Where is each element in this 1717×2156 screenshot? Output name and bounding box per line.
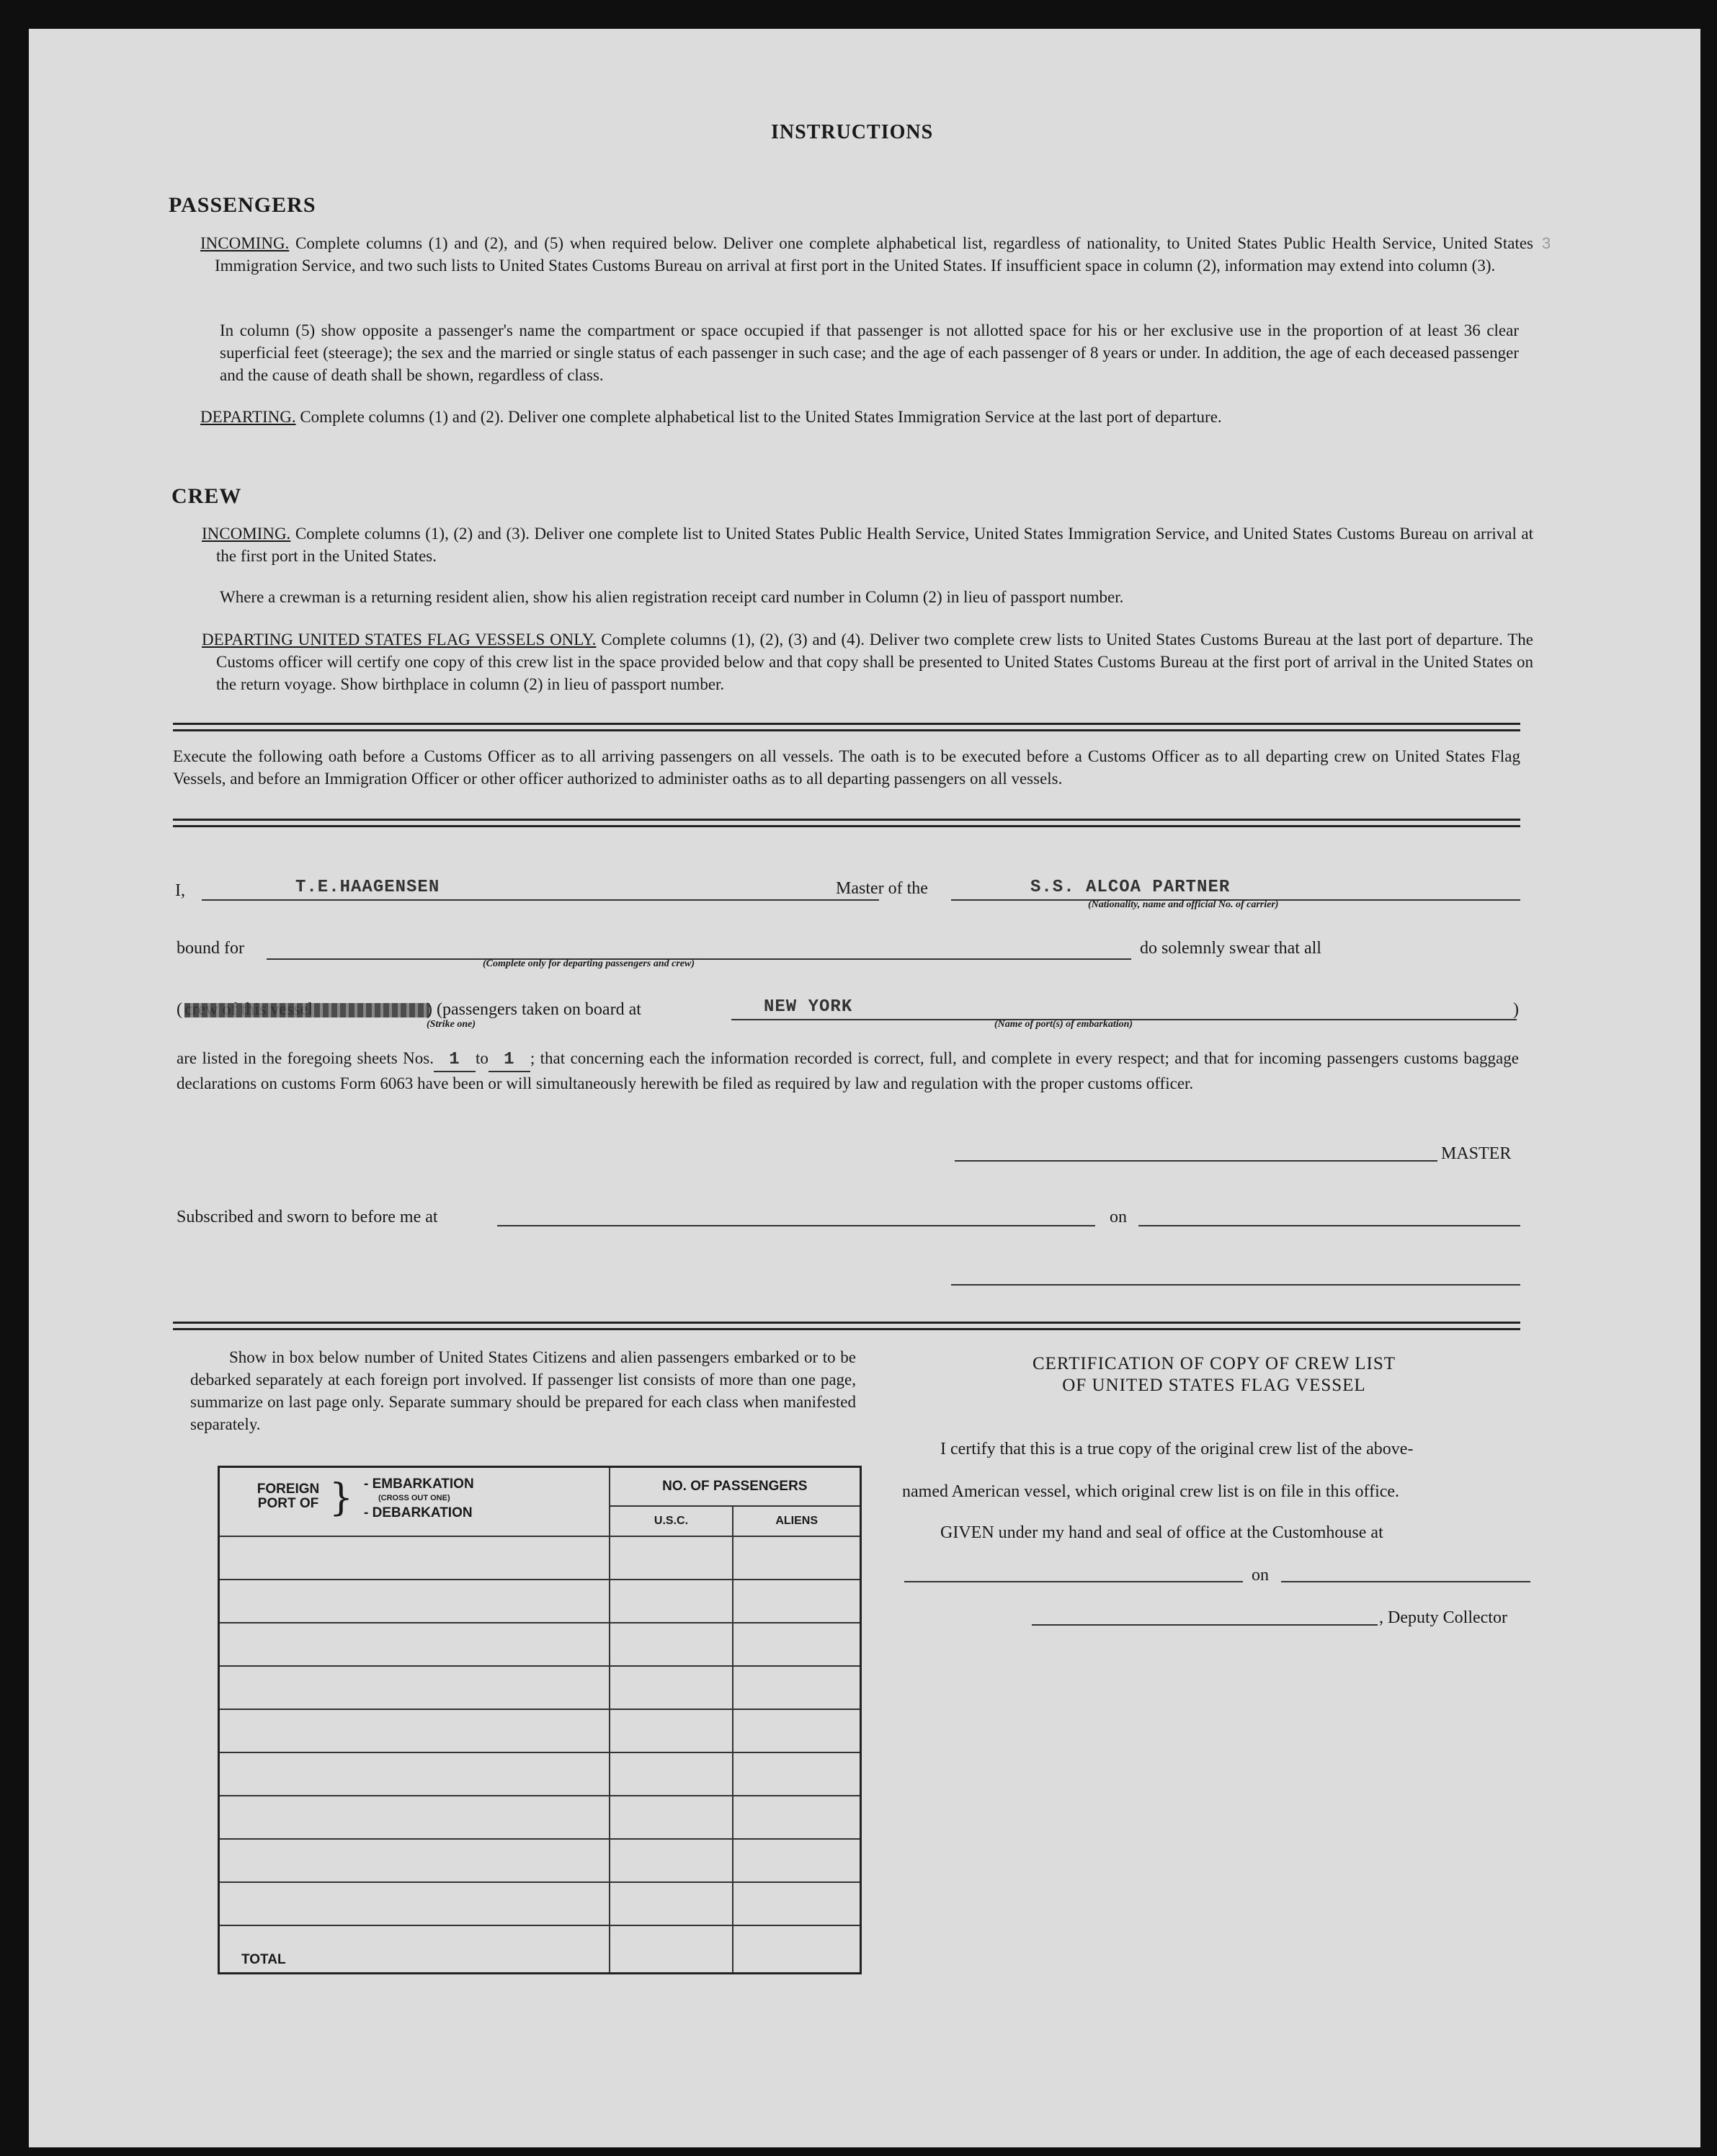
subscribed-on: on xyxy=(1110,1208,1127,1226)
usc-cell[interactable] xyxy=(610,1709,733,1752)
port-cell[interactable] xyxy=(219,1536,610,1580)
passengers-incoming-text: Complete columns (1) and (2), and (5) when required below. Deliver one complete alphabetical list, regardless of nationality, to United States Public Health Service, United States Immigration Service, and two such lists to United States Customs Bureau on arrival at first port in the United States. If insufficient space in column (2), information may extend into column (3). xyxy=(215,234,1533,275)
sheet-from[interactable]: 1 xyxy=(434,1048,476,1072)
crew-struck-text xyxy=(184,1000,313,1020)
passengers-incoming xyxy=(200,232,1533,277)
vessel-caption: (Nationality, name and official No. of carrier) xyxy=(1088,899,1279,910)
subscribed-place-line[interactable] xyxy=(497,1225,1095,1226)
certify-line2: named American vessel, which original crew list is on file in this office. xyxy=(902,1482,1400,1501)
aliens-cell[interactable] xyxy=(733,1666,860,1709)
form-sheet xyxy=(29,29,1700,2147)
passengers-heading: PASSENGERS xyxy=(169,193,316,217)
aliens-cell[interactable] xyxy=(733,1796,860,1839)
oath-i-label: I, xyxy=(175,881,185,900)
deputy-collector-label: , Deputy Collector xyxy=(1379,1608,1507,1627)
crew-incoming xyxy=(202,522,1533,567)
port-cell[interactable] xyxy=(219,1623,610,1666)
usc-cell[interactable] xyxy=(610,1752,733,1796)
crew-departing-label: DEPARTING UNITED STATES FLAG VESSELS ONLY. xyxy=(202,631,597,649)
vessel-name[interactable]: S.S. ALCOA PARTNER xyxy=(1030,878,1231,897)
certification-on: on xyxy=(1252,1566,1269,1585)
master-label: MASTER xyxy=(1441,1144,1512,1163)
port-cell[interactable] xyxy=(219,1580,610,1623)
subscribed-date-line[interactable] xyxy=(1138,1225,1520,1226)
foreign-port-of: FOREIGN PORT OF xyxy=(257,1482,320,1511)
aliens-total-cell[interactable] xyxy=(733,1925,860,1974)
divider xyxy=(173,723,1520,731)
crew-incoming-text: Complete columns (1), (2) and (3). Deliver one complete list to United States Public Health Service, United States Immigration Service, and United States Customs Bureau on arrival at the first port in the United States. xyxy=(216,525,1533,565)
aliens-cell[interactable] xyxy=(733,1752,860,1796)
sheets-paragraph xyxy=(177,1047,1519,1095)
total-label-cell xyxy=(219,1925,610,1974)
certification-date-line[interactable] xyxy=(1281,1581,1530,1582)
usc-cell[interactable] xyxy=(610,1580,733,1623)
debarkation-label: - DEBARKATION xyxy=(364,1505,473,1520)
given-text: GIVEN under my hand and seal of office at the Customhouse at xyxy=(940,1523,1383,1542)
master-name-line xyxy=(202,899,879,901)
passengers-departing-label: DEPARTING. xyxy=(200,408,296,426)
page-number: 3 xyxy=(1542,234,1551,252)
passengers-taken-text: ) (passengers taken on board at xyxy=(427,1000,641,1019)
passengers-incoming-label: INCOMING. xyxy=(200,234,290,252)
no-of-passengers-header: NO. OF PASSENGERS xyxy=(610,1467,861,1507)
port-cell[interactable] xyxy=(219,1882,610,1925)
usc-cell[interactable] xyxy=(610,1666,733,1709)
sheets-to: to xyxy=(475,1049,489,1067)
summary-instructions: Show in box below number of United States Citizens and alien passengers embarked or to be debarked separately at each foreign port involved. If passenger list consists of more than one page, summarize on last page only. Separate summary should be prepared for each class when manifested separately. xyxy=(190,1348,856,1433)
subscribed-text: Subscribed and sworn to before me at xyxy=(177,1208,438,1226)
passengers-column5-text: In column (5) show opposite a passenger's name the compartment or space occupied if that passenger is not allotted space for his or her exclusive use in the proportion of at least 36 clear superficial feet (steerage); the sex and the married or single status of each passenger in such case; and the age of each passenger of 8 years or under. In addition, the age of each deceased passenger and the cause of death shall be shown, regardless of class. xyxy=(220,321,1519,384)
usc-cell[interactable] xyxy=(610,1796,733,1839)
sheets-text: ; that concerning each the information recorded is correct, full, and complete in every respect; and that for incoming passengers customs baggage declarations on customs Form 6063 have been or will simultaneously herewith be filed as required by law and regulation with the proper customs officer. xyxy=(177,1049,1519,1092)
certification-heading xyxy=(901,1353,1528,1396)
strike-caption: (Strike one) xyxy=(427,1019,476,1030)
crew-departing xyxy=(202,628,1533,695)
crew-resident-text: Where a crewman is a returning resident alien, show his alien registration receipt card number in Column (2) in lieu of passport number. xyxy=(220,588,1124,606)
aliens-cell[interactable] xyxy=(733,1709,860,1752)
deputy-signature-line[interactable] xyxy=(1032,1624,1378,1626)
passengers-departing-text: Complete columns (1) and (2). Deliver one complete alphabetical list to the United States Immigration Service at the last port of departure. xyxy=(295,408,1222,426)
customhouse-line[interactable] xyxy=(904,1581,1243,1582)
sheet-to[interactable]: 1 xyxy=(489,1048,530,1072)
bound-for-line[interactable] xyxy=(267,958,1131,960)
swear-text: do solemnly swear that all xyxy=(1140,939,1321,958)
open-paren: ( xyxy=(177,1000,182,1019)
aliens-header: ALIENS xyxy=(733,1506,860,1536)
port-cell[interactable] xyxy=(219,1839,610,1882)
usc-header: U.S.C. xyxy=(610,1506,733,1536)
close-paren: ) xyxy=(1513,1000,1519,1019)
port-header-cell xyxy=(219,1467,610,1537)
port-caption: (Name of port(s) of embarkation) xyxy=(994,1019,1133,1030)
certify-line1: I certify that this is a true copy of the original crew list of the above- xyxy=(940,1440,1414,1458)
total-label: TOTAL xyxy=(241,1952,286,1967)
passenger-summary-table xyxy=(218,1466,862,1974)
officer-signature-line[interactable] xyxy=(951,1284,1520,1286)
crew-heading: CREW xyxy=(171,484,242,508)
aliens-cell[interactable] xyxy=(733,1580,860,1623)
cross-out-one: (CROSS OUT ONE) xyxy=(378,1494,450,1502)
certification-heading-line2: OF UNITED STATES FLAG VESSEL xyxy=(1062,1376,1366,1395)
embarkation-label: - EMBARKATION xyxy=(364,1476,474,1492)
certification-heading-line1: CERTIFICATION OF COPY OF CREW LIST xyxy=(1032,1354,1396,1373)
strikeout-mark xyxy=(184,1003,429,1017)
usc-cell[interactable] xyxy=(610,1536,733,1580)
master-of-label: Master of the xyxy=(836,879,928,898)
aliens-cell[interactable] xyxy=(733,1839,860,1882)
sheets-prefix: are listed in the foregoing sheets Nos. xyxy=(177,1049,434,1067)
port-cell[interactable] xyxy=(219,1752,610,1796)
port-cell[interactable] xyxy=(219,1666,610,1709)
usc-cell[interactable] xyxy=(610,1623,733,1666)
passengers-departing xyxy=(200,406,1533,428)
oath-intro: Execute the following oath before a Customs Officer as to all arriving passengers on all vessels. The oath is to be executed before a Customs Officer as to all departing crew on United States Flag Vessels, and before an Immigration Officer or other officer authorized to administer oaths as to all departing passengers on all vessels. xyxy=(173,747,1520,788)
embarkation-port[interactable]: NEW YORK xyxy=(764,997,853,1017)
aliens-cell[interactable] xyxy=(733,1623,860,1666)
crew-incoming-label: INCOMING. xyxy=(202,525,291,543)
master-signature-line[interactable] xyxy=(955,1160,1437,1162)
brace-glyph: } xyxy=(329,1476,354,1520)
master-name[interactable]: T.E.HAAGENSEN xyxy=(295,878,440,897)
divider xyxy=(173,819,1520,827)
page-title: INSTRUCTIONS xyxy=(771,121,934,143)
aliens-cell[interactable] xyxy=(733,1882,860,1925)
port-cell[interactable] xyxy=(219,1709,610,1752)
usc-total-cell[interactable] xyxy=(610,1925,733,1974)
bound-for-caption: (Complete only for departing passengers and crew) xyxy=(483,958,695,969)
port-cell[interactable] xyxy=(219,1796,610,1839)
aliens-cell[interactable] xyxy=(733,1536,860,1580)
crew-departing-text: Complete columns (1), (2), (3) and (4). Deliver two complete crew lists to United States Customs Bureau at the last port of departure. The Customs officer will certify one copy of this crew list in the space provided below and that copy shall be presented to United States Customs Bureau at the first port of arrival in the United States on the return voyage. Show birthplace in column (2) in lieu of passport number. xyxy=(216,631,1533,693)
usc-cell[interactable] xyxy=(610,1839,733,1882)
divider xyxy=(173,1322,1520,1330)
bound-for-label: bound for xyxy=(177,939,244,958)
usc-cell[interactable] xyxy=(610,1882,733,1925)
